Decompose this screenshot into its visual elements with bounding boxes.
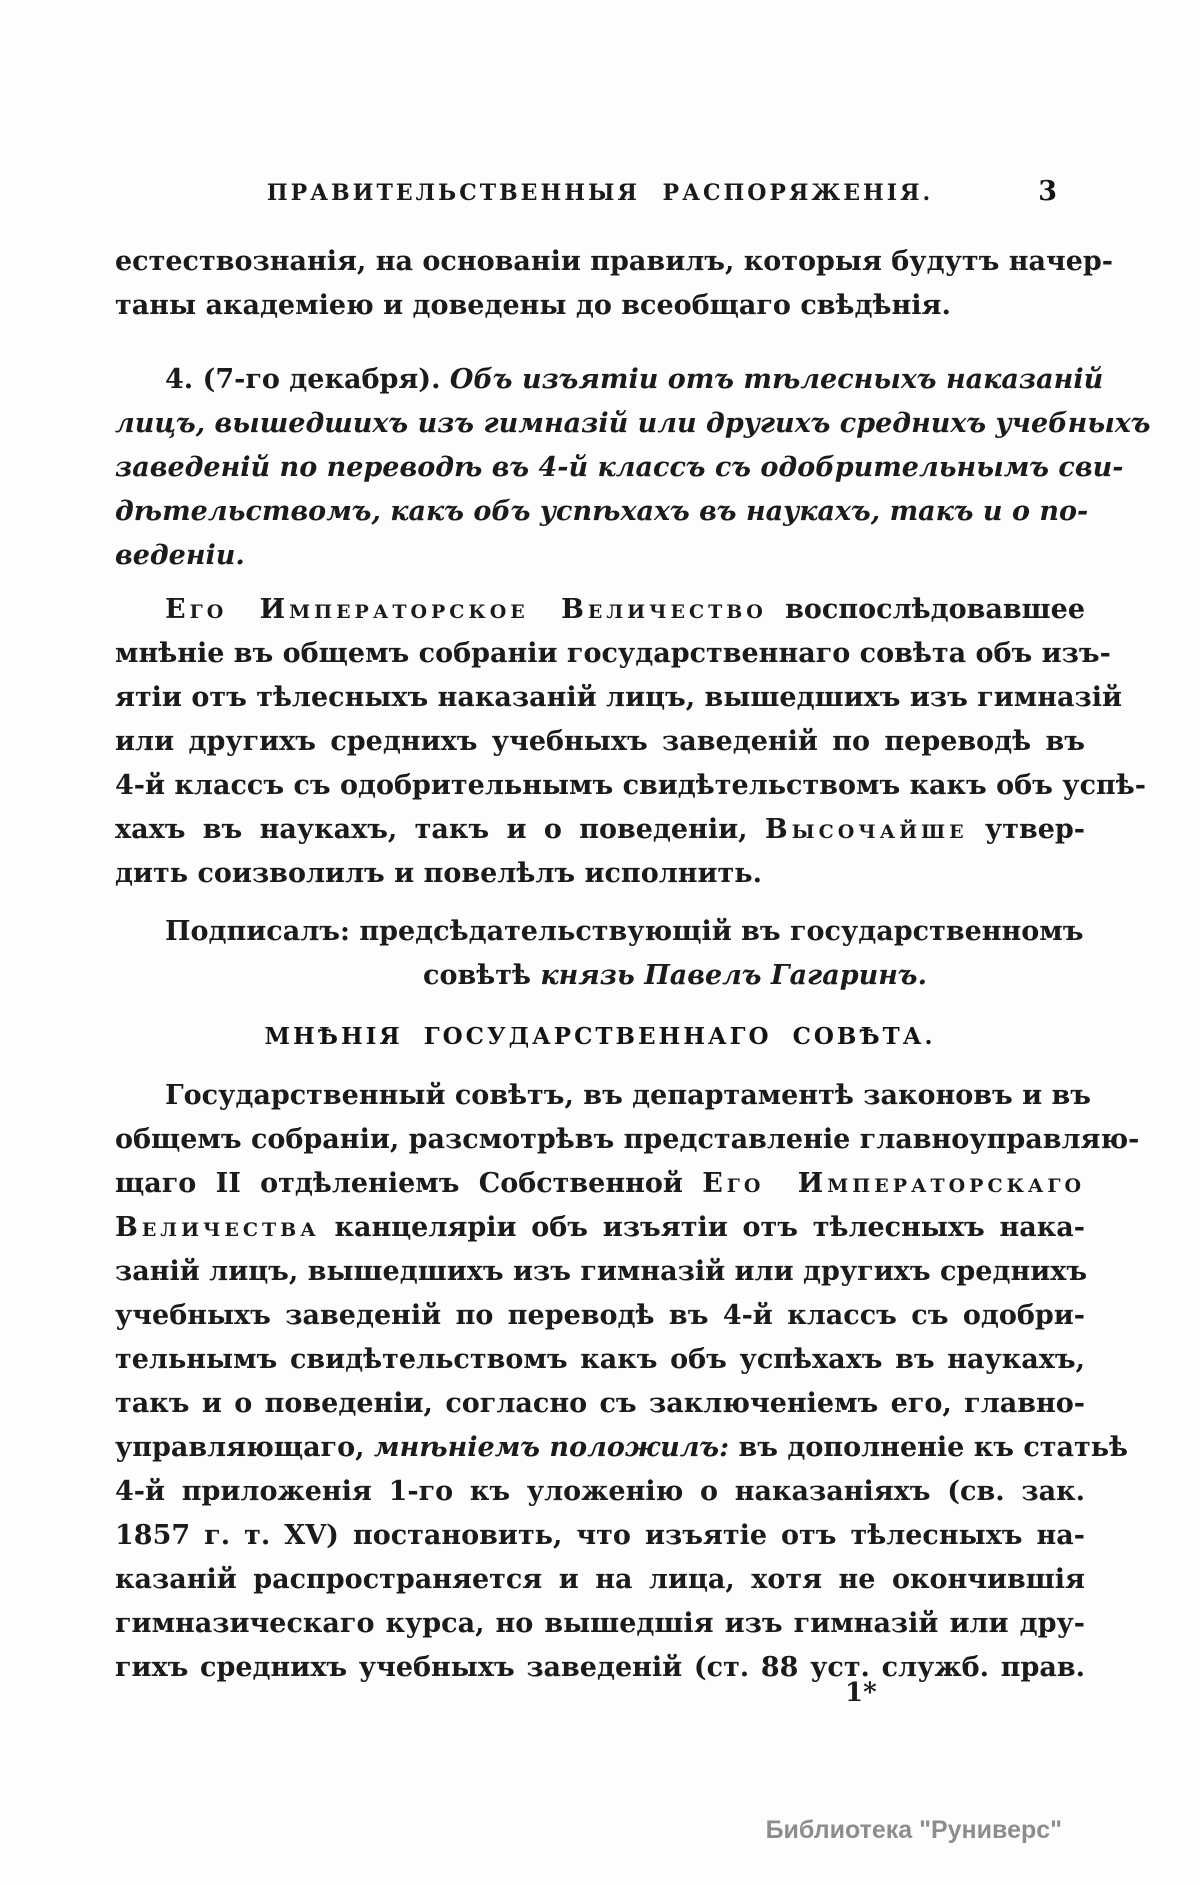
text-segment-italic: князь Павелъ Гагаринъ. [540,960,927,991]
text-segment-italic: дѣтельствомъ, какъ объ успѣхахъ въ наукахъ, такъ и о по- [115,496,1089,527]
text-segment: заній лицъ, вышедшихъ изъ гимназій или другихъ среднихъ [115,1256,1088,1287]
text-segment: утвер- [967,814,1086,845]
text-segment: ятіи отъ тѣлесныхъ наказаній лицъ, вышедшихъ изъ гимназій [115,682,1122,713]
text-line [115,446,1124,490]
text-line [115,1074,1091,1118]
text-segment: тельнымъ свидѣтельствомъ какъ объ успѣхахъ въ наукахъ, [115,1344,1085,1375]
text-line [115,1118,1140,1162]
text-segment: управляющаго, [115,1432,374,1463]
text-segment: Государственный совѣтъ, въ департаментѣ законовъ и въ [165,1080,1091,1111]
text-line [115,676,1122,720]
text-segment-italic: Объ изъятіи отъ тѣлесныхъ наказаній [449,364,1104,395]
text-segment: учебныхъ заведеній по переводѣ въ 4-й классъ съ одобри- [115,1300,1085,1331]
text-segment: въ дополненіе къ статьѣ [729,1432,1129,1463]
text-line [115,1558,1085,1602]
text-line [115,954,1085,998]
text-line [115,852,1085,896]
text-line [115,764,1146,808]
text-segment: 4-й классъ съ одобрительнымъ свидѣтельствомъ какъ объ успѣ- [115,770,1146,801]
text-segment-smallcaps: Высочайше [764,814,968,845]
text-line [115,720,1085,764]
page-number: 3 [1038,176,1057,207]
text-line [115,1426,1129,1470]
text-segment: воспослѣдовавшее [766,594,1085,625]
text-line [115,240,1113,284]
text-segment: щаго II отдѣленіемъ Собственной [115,1168,703,1199]
text-segment: гихъ среднихъ учебныхъ заведеній (ст. 88 уст. служб. прав. [115,1652,1085,1683]
text-line [115,1382,1085,1426]
running-head-title: ПРАВИТЕЛЬСТВЕННЫЯ РАСПОРЯЖЕНІЯ. [266,180,934,206]
text-segment-smallcaps: Его Императорское Величество [165,594,767,625]
text-line [115,632,1111,676]
text-line [115,910,1085,954]
text-line [115,358,1104,402]
text-segment: общемъ собраніи, разсмотрѣвъ представленіе главноуправляю- [115,1124,1140,1155]
text-line [115,588,1085,632]
text-line [115,1162,1085,1206]
text-segment: хахъ въ наукахъ, такъ и о поведеніи, [115,814,765,845]
text-segment: таны академіею и доведены до всеобщаго свѣдѣнія. [115,290,951,321]
text-line [115,1646,1085,1690]
library-watermark: Библиотека "Руниверс" [765,1816,1062,1844]
text-line [115,1206,1085,1250]
text-line [115,1294,1085,1338]
text-line [115,1250,1088,1294]
text-segment: или другихъ среднихъ учебныхъ заведеній по переводѣ въ [115,726,1085,757]
section-heading: МНѢНІЯ ГОСУДАРСТВЕННАГО СОВѢТА. [264,1023,936,1050]
text-segment-italic: мнѣніемъ положилъ: [373,1432,730,1463]
text-segment-smallcaps: Величества [115,1212,320,1243]
text-segment: естествознанія, на основаніи правилъ, которыя будутъ начер- [115,246,1113,277]
text-segment-smallcaps: Его Императорскаго [702,1168,1086,1199]
page-body [115,240,1151,1690]
text-segment: гимназическаго курса, но вышедшія изъ гимназій или дру- [115,1608,1085,1639]
printers-signature-mark: 1* [845,1678,877,1708]
text-segment: дить соизволилъ и повелѣлъ исполнить. [115,858,762,889]
paragraph-continuation [115,240,1113,328]
text-line [115,1602,1085,1646]
text-line [115,1338,1085,1382]
text-segment-italic: лицъ, вышедшихъ изъ гимназій или другихъ среднихъ учебныхъ [115,408,1151,439]
text-line [115,808,1085,852]
text-segment: мнѣніе въ общемъ собраніи государственнаго совѣта объ изъ- [115,638,1111,669]
running-head [115,176,1085,216]
paragraph-imperial-approval [115,588,1146,896]
text-segment: 4. (7-го декабря). [165,364,450,395]
text-segment: казаній распространяется и на лица, хотя не окончившія [115,1564,1085,1595]
text-line [115,490,1089,534]
text-segment: совѣтѣ [423,960,541,991]
text-segment: такъ и о поведеніи, согласно съ заключеніемъ его, главно- [115,1388,1085,1419]
paragraph-signature [115,910,1085,998]
paragraph-council-opinion [115,1074,1140,1690]
text-line [115,402,1151,446]
text-segment: Подписалъ: предсѣдательствующій въ государственномъ [165,916,1084,947]
text-segment: канцеляріи объ изъятіи отъ тѣлесныхъ нака- [319,1212,1085,1243]
text-line [115,1514,1085,1558]
text-segment-italic: заведеній по переводѣ въ 4-й классъ съ одобрительнымъ сви- [115,452,1124,483]
text-line [115,1470,1085,1514]
text-segment-italic: веденіи. [115,540,245,571]
text-line [115,534,1085,578]
text-segment: 4-й приложенія 1-го къ уложенію о наказаніяхъ (св. зак. [115,1476,1085,1507]
text-segment: 1857 г. т. XV) постановить, что изъятіе отъ тѣлесныхъ на- [115,1520,1085,1551]
text-line [115,284,1085,328]
paragraph-decree-title [115,358,1151,578]
